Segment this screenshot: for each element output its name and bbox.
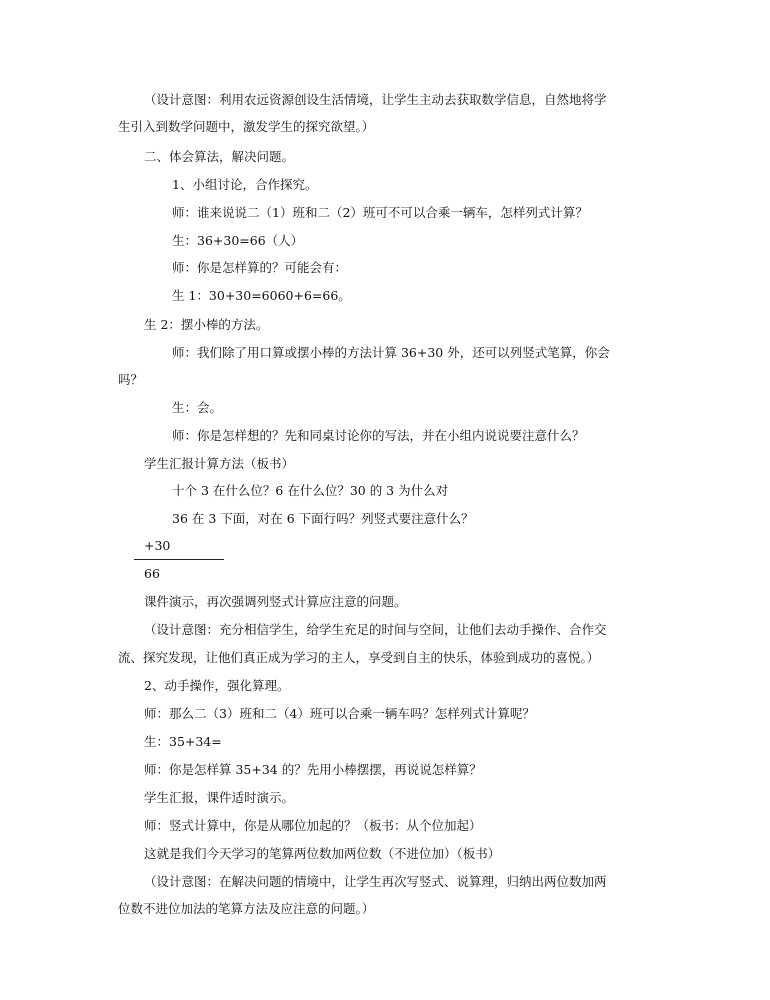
vertical-addend: +30 [144,538,171,553]
student-answer-3: 生：35+34= [144,734,222,749]
subsection-1-heading: 1、小组讨论，合作探究。 [172,177,318,192]
student-2-method: 生 2：摆小棒的方法。 [144,317,269,332]
board-question-1: 十个 3 在什么位？6 在什么位？30 的 3 为什么对 [172,483,449,498]
teacher-question-2: 师：你是怎样算的？可能会有： [172,260,348,275]
design-intent-3-line-2: 位数不进位加法的笔算方法及应注意的问题。） [118,901,375,916]
student-answer-1: 生：36+30=66（人） [172,233,304,248]
section-heading-2: 二、体会算法，解决问题。 [144,149,295,164]
vertical-sum-result: 66 [144,566,160,581]
teacher-question-3-line-1: 师：我们除了用口算或摆小棒的方法计算 36+30 外，还可以列竖式笔算，你会 [172,345,610,360]
teacher-question-6: 师：你是怎样算 35+34 的？先用小棒摆摆，再说说怎样算？ [144,762,482,777]
student-answer-2: 生：会。 [172,400,223,415]
teacher-question-3-line-2: 吗？ [118,372,144,387]
student-report-heading: 学生汇报计算方法（板书） [144,456,295,471]
student-1-method: 生 1：30+30=6060+6=66。 [172,288,351,303]
teacher-question-4: 师：你是怎样想的？先和同桌讨论你的写法，并在小组内说说要注意什么？ [172,428,585,443]
lesson-topic-note: 这就是我们今天学习的笔算两位数加两位数（不进位加）（板书） [144,846,501,861]
design-intent-1-line-1: （设计意图：利用农远资源创设生活情境，让学生主动去获取数学信息，自然地将学 [144,92,607,107]
design-intent-3-line-1: （设计意图：在解决问题的情境中，让学生再次写竖式、说算理，归纳出两位数加两 [144,874,607,889]
student-report-2: 学生汇报，课件适时演示。 [144,790,295,805]
design-intent-1-line-2: 生引入到数学问题中，激发学生的探究欲望。） [118,119,375,134]
teacher-question-7: 师：竖式计算中，你是从哪位加起的？（板书：从个位加起） [144,818,482,833]
subsection-2-heading: 2、动手操作，强化算理。 [144,678,290,693]
teacher-question-1: 师：谁来说说二（1）班和二（2）班可不可以合乘一辆车，怎样列式计算？ [172,205,588,220]
courseware-demo-note: 课件演示，再次强调列竖式计算应注意的问题。 [144,594,407,609]
board-question-2: 36 在 3 下面，对在 6 下面行吗？列竖式要注意什么？ [172,511,474,526]
teacher-question-5: 师：那么二（3）班和二（4）班可以合乘一辆车吗？怎样列式计算呢？ [144,706,535,721]
design-intent-2-line-1: （设计意图：充分相信学生，给学生充足的时间与空间，让他们去动手操作、合作交 [144,622,607,637]
design-intent-2-line-2: 流、探究发现，让他们真正成为学习的主人，享受到自主的快乐，体验到成功的喜悦。） [118,650,600,665]
vertical-sum-rule [134,559,224,560]
